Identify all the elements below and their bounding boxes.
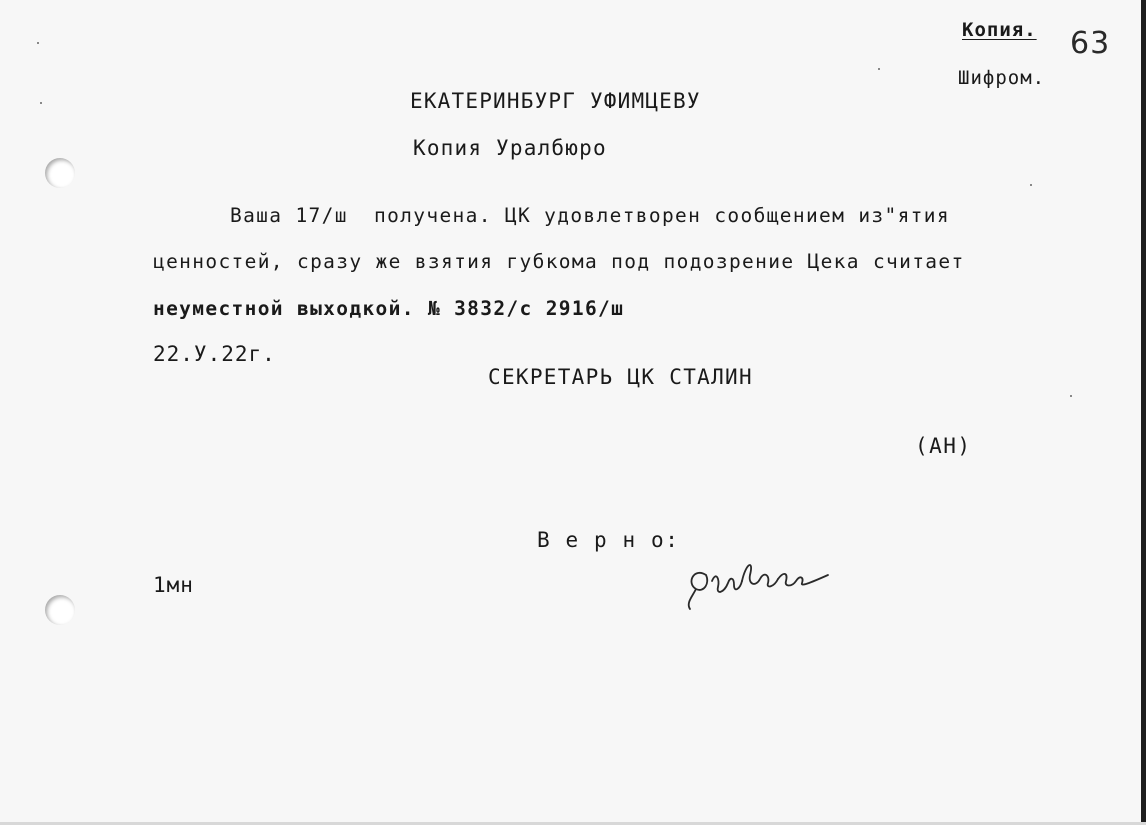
scan-edge-right	[1141, 0, 1146, 825]
typist-mark: 1мн	[153, 573, 194, 597]
page-number: 63	[1070, 26, 1111, 61]
signatory-line: СЕКРЕТАРЬ ЦК СТАЛИН	[488, 365, 753, 389]
document-date: 22.У.22г.	[153, 342, 276, 366]
speck	[878, 68, 880, 70]
body-line-2: ценностей, сразу же взятия губкома под подозрение Цека считает	[153, 250, 965, 273]
certification-label: В е р н о:	[537, 528, 680, 552]
punch-hole-bottom	[45, 595, 75, 625]
signature-drawing	[680, 553, 830, 613]
typist-initials: (АН)	[915, 434, 972, 458]
certifier-signature	[680, 515, 830, 575]
recipient-line: ЕКАТЕРИНБУРГ УФИМЦЕВУ	[410, 89, 701, 113]
speck	[1030, 184, 1032, 186]
body-line-3: неуместной выходкой. № 3832/с 2916/ш	[153, 297, 625, 320]
speck	[1070, 395, 1072, 397]
punch-hole-top	[45, 158, 75, 188]
body-line-1: Ваша 17/ш получена. ЦК удовлетворен сообщением из"ятия	[230, 204, 950, 227]
speck	[37, 42, 39, 44]
copy-label: Копия.	[962, 19, 1037, 41]
copy-to-line: Копия Уралбюро	[413, 136, 607, 160]
speck	[40, 102, 42, 104]
cipher-label: Шифром.	[958, 67, 1046, 89]
